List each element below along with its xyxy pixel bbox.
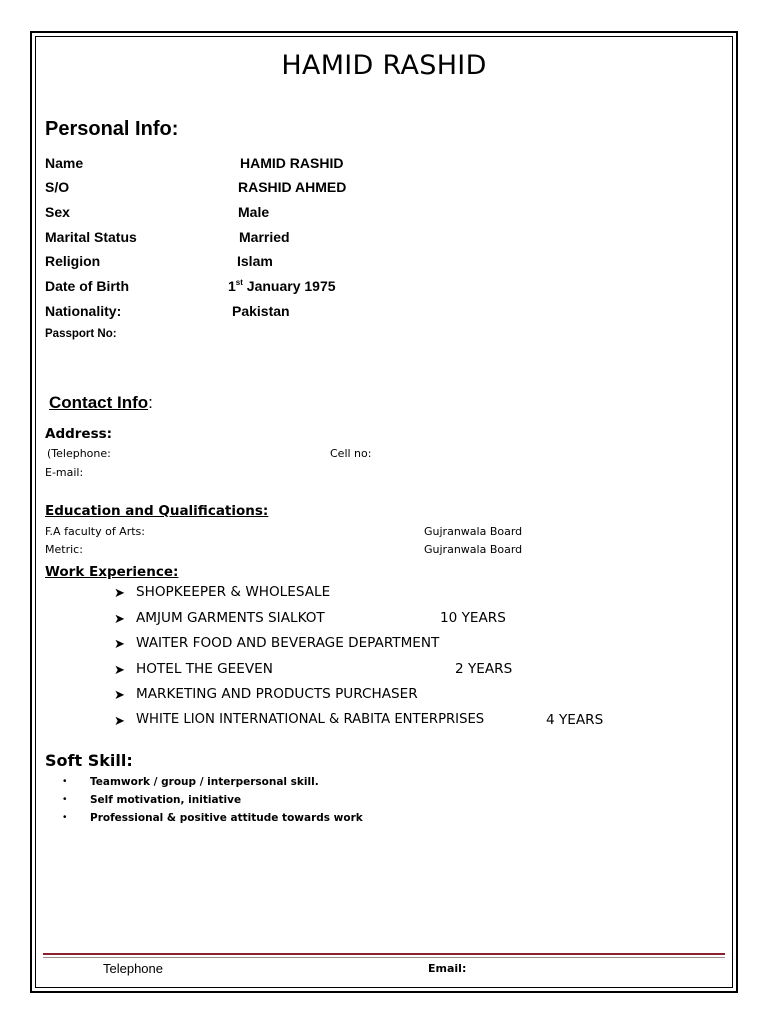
footer-telephone-label: Telephone <box>103 961 163 976</box>
sex-value: Male <box>238 204 270 220</box>
passport-label: Passport No: <box>45 328 117 340</box>
education-board: Gujranwala Board <box>424 543 523 556</box>
dob-rest: January 1975 <box>242 278 336 294</box>
personal-info-heading: Personal Info: <box>45 118 179 140</box>
soft-skill-item: Professional & positive attitude towards work <box>90 812 363 824</box>
soft-skill-item: Teamwork / group / interpersonal skill. <box>90 776 319 788</box>
work-years: 10 YEARS <box>440 610 506 626</box>
soft-skill-item: Self motivation, initiative <box>90 794 242 806</box>
arrow-bullet-icon: ➤ <box>114 611 125 626</box>
work-item: WHITE LION INTERNATIONAL & RABITA ENTERPRISES <box>136 712 485 727</box>
work-years: 2 YEARS <box>455 661 513 677</box>
work-item: AMJUM GARMENTS SIALKOT <box>136 610 325 626</box>
work-item: MARKETING AND PRODUCTS PURCHASER <box>136 686 418 702</box>
marital-status-label: Marital Status <box>45 229 137 245</box>
nationality-label: Nationality: <box>45 303 122 319</box>
contact-info-heading <box>49 393 153 413</box>
dob-label: Date of Birth <box>45 278 129 294</box>
education-heading: Education and Qualifications: <box>45 503 269 519</box>
religion-value: Islam <box>237 253 273 269</box>
arrow-bullet-icon: ➤ <box>114 687 125 702</box>
education-board: Gujranwala Board <box>424 525 523 538</box>
work-item: SHOPKEEPER & WHOLESALE <box>136 584 331 600</box>
footer-rule-shadow <box>43 957 725 958</box>
footer-email-label: Email: <box>428 962 467 975</box>
dob-suffix: st <box>235 278 243 287</box>
telephone-label: (Telephone: <box>47 447 111 460</box>
dob-value <box>228 278 336 294</box>
sex-label: Sex <box>45 204 70 220</box>
name-label: Name <box>45 155 84 171</box>
marital-status-value: Married <box>239 229 290 245</box>
arrow-bullet-icon: ➤ <box>114 662 125 677</box>
father-label: S/O <box>45 179 70 195</box>
bullet-icon: • <box>63 794 67 805</box>
email-label: E-mail: <box>45 466 84 479</box>
dob-day: 1 <box>228 278 236 294</box>
bullet-icon: • <box>63 812 67 823</box>
footer-rule <box>43 953 725 955</box>
contact-info-heading-text: Contact Info <box>49 393 149 412</box>
work-item: WAITER FOOD AND BEVERAGE DEPARTMENT <box>136 635 440 651</box>
work-years: 4 YEARS <box>546 712 604 728</box>
arrow-bullet-icon: ➤ <box>114 713 125 728</box>
nationality-value: Pakistan <box>232 303 290 319</box>
father-value: RASHID AHMED <box>238 179 347 195</box>
name-value: HAMID RASHID <box>240 155 344 171</box>
contact-info-heading-colon: : <box>148 393 153 412</box>
religion-label: Religion <box>45 253 101 269</box>
cell-label: Cell no: <box>330 447 372 460</box>
arrow-bullet-icon: ➤ <box>114 636 125 651</box>
soft-skills-heading: Soft Skill: <box>45 751 133 770</box>
bullet-icon: • <box>63 776 67 787</box>
education-degree: F.A faculty of Arts: <box>45 525 145 538</box>
work-experience-heading: Work Experience: <box>45 564 179 580</box>
work-item: HOTEL THE GEEVEN <box>136 661 273 677</box>
address-label: Address: <box>45 426 113 442</box>
education-degree: Metric: <box>45 543 83 556</box>
resume-title: HAMID RASHID <box>281 50 487 81</box>
arrow-bullet-icon: ➤ <box>114 585 125 600</box>
